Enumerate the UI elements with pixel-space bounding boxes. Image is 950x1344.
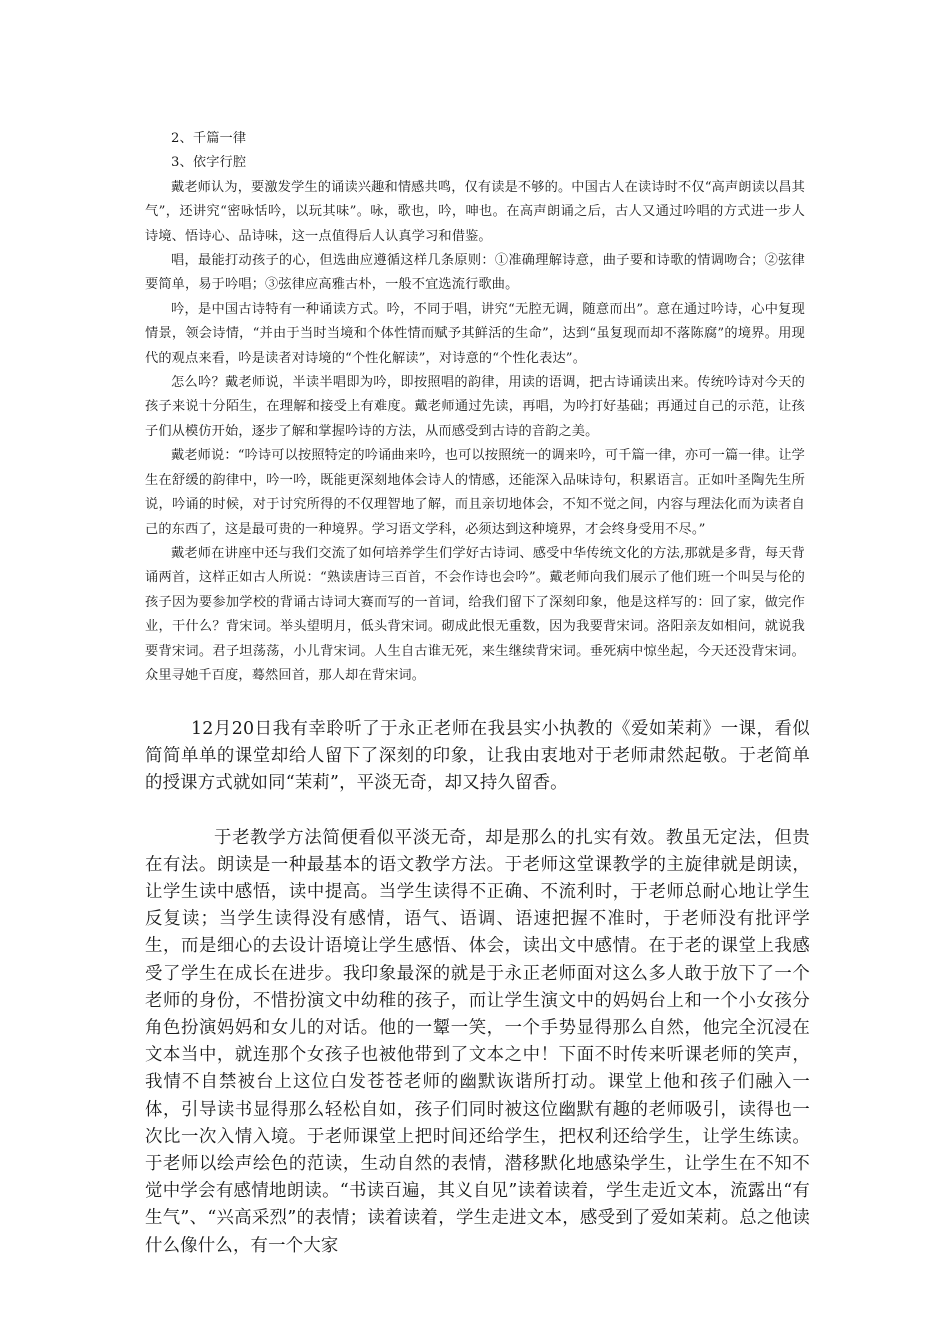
list-item: 2、千篇一律 — [171, 131, 247, 146]
paragraph: 戴老师认为，要激发学生的诵读兴趣和情感共鸣，仅有读是不够的。中国古人在读诗时不仅“高声朗读以昌其气”，还讲究“密咏恬吟，以玩其味”。咏，歌也，吟，呻也。在高声朗诵之后，古人又通过吟唱的方式进一步人诗境、悟诗心、品诗味，这一点值得后人认真学习和借鉴。 — [145, 179, 805, 244]
paragraph: 怎么吟？戴老师说，半读半唱即为吟，即按照唱的韵律，用读的语调，把古诗诵读出来。传统吟诗对今天的孩子来说十分陌生，在理解和接受上有难度。戴老师通过先读，再唱，为吟打好基础；再通过自己的示范，让孩子们从模仿开始，逐步了解和掌握吟诗的方法，从而感受到古诗的音韵之美。 — [145, 375, 805, 439]
paragraph: 唱，最能打动孩子的心，但选曲应遵循这样几条原则：①准确理解诗意，曲子要和诗歌的情调吻合；②弦律要简单，易于吟唱；③弦律应高雅古朴，一般不宜选流行歌曲。 — [145, 253, 805, 293]
paragraph: 于老教学方法简便看似平淡无奇，却是那么的扎实有效。教虽无定法，但贵在有法。朗读是一种最基本的语文教学方法。于老师这堂课教学的主旋律就是朗读，让学生读中感悟，读中提高。当学生读得不正确、不流利时，于老师总耐心地让学生反复读；当学生读得没有感情，语气、语调、语速把握不准时，于老师没有批评学生，而是细心的去设计语境让学生感悟、体会，读出文中感情。在于老的课堂上我感受了学生在成长在进步。我印象最深的就是于永正老师面对这么多人敢于放下了一个老师的身份，不惜扮演文中幼稚的孩子，而让学生演文中的妈妈台上和一个小女孩分角色扮演妈妈和女儿的对话。他的一颦一笑，一个手势显得那么自然，他完全沉浸在文本当中，就连那个女孩子也被他带到了文本之中！下面不时传来听课老师的笑声，我情不自禁被台上这位白发苍苍老师的幽默诙谐所打动。课堂上他和孩子们融入一体，引导读书显得那么轻松自如，孩子们同时被这位幽默有趣的老师吸引，读得也一次比一次入情入境。于老师课堂上把时间还给学生，把权利还给学生，让学生练读。于老师以绘声绘色的范读，生动自然的表情，潜移默化地感染学生，让学生在不知不觉中学会有感情地朗读。“书读百遍，其义自见”读着读着，学生走近文本，流露出“有生气”、“兴高采烈”的表情；读着读着，学生走进文本，感受到了爱如茉莉。总之他读什么像什么，有一个大家 — [145, 827, 810, 1256]
paragraph: 戴老师说：“吟诗可以按照特定的吟诵曲来吟，也可以按照统一的调来吟，可千篇一律，亦可一篇一律。让学生在舒缓的韵律中，吟一吟，既能更深刻地体会诗人的情感，还能深入品味诗句，积累语言。正如叶圣陶先生所说，吟诵的时候，对于讨究所得的不仅理智地了解，而且亲切地体会，不知不觉之间，内容与理法化而为读者自己的东西了，这是最可贵的一种境界。学习语文学科，必须达到这种境界，才会终身受用不尽。” — [145, 448, 805, 537]
paragraph: 12月20日我有幸聆听了于永正老师在我县实小执教的《爱如茉莉》一课，看似简简单单的课堂却给人留下了深刻的印象，让我由衷地对于老师肃然起敬。于老简单的授课方式就如同“茉莉”，平淡无奇，却又持久留香。 — [145, 719, 810, 794]
paragraph: 吟，是中国古诗特有一种诵读方式。吟，不同于唱，讲究“无腔无调，随意而出”。意在通过吟诗，心中复现情景，领会诗情，“并由于当时当境和个体性情而赋予其鲜活的生命”，达到“虽复现而却不落陈腐”的境界。用现代的观点来看，吟是读者对诗境的“个性化解读”，对诗意的“个性化表达”。 — [145, 301, 805, 366]
lecture-notes-section — [145, 127, 805, 688]
list-item: 3、依字行腔 — [171, 155, 247, 171]
paragraph: 戴老师在讲座中还与我们交流了如何培养学生们学好古诗词、感受中华传统文化的方法,那就是多背，每天背诵两首，这样正如古人所说：“熟读唐诗三百首，不会作诗也会吟”。戴老师向我们展示了他们班一个叫吴与伦的孩子因为要参加学校的背诵古诗词大赛而写的一首词，给我们留下了深刻印象，他是这样写的：回了家，做完作业，干什么？背宋词。举头望明月，低头背宋词。砌成此恨无重数，因为我要背宋词。洛阳亲友如相问，就说我要背宋词。君子坦荡荡，小儿背宋词。人生自古谁无死，来生继续背宋词。垂死病中惊坐起，今天还没背宋词。众里寻她千百度，蓦然回首，那人却在背宋词。 — [145, 545, 805, 683]
lesson-reflection-section — [145, 716, 810, 1260]
